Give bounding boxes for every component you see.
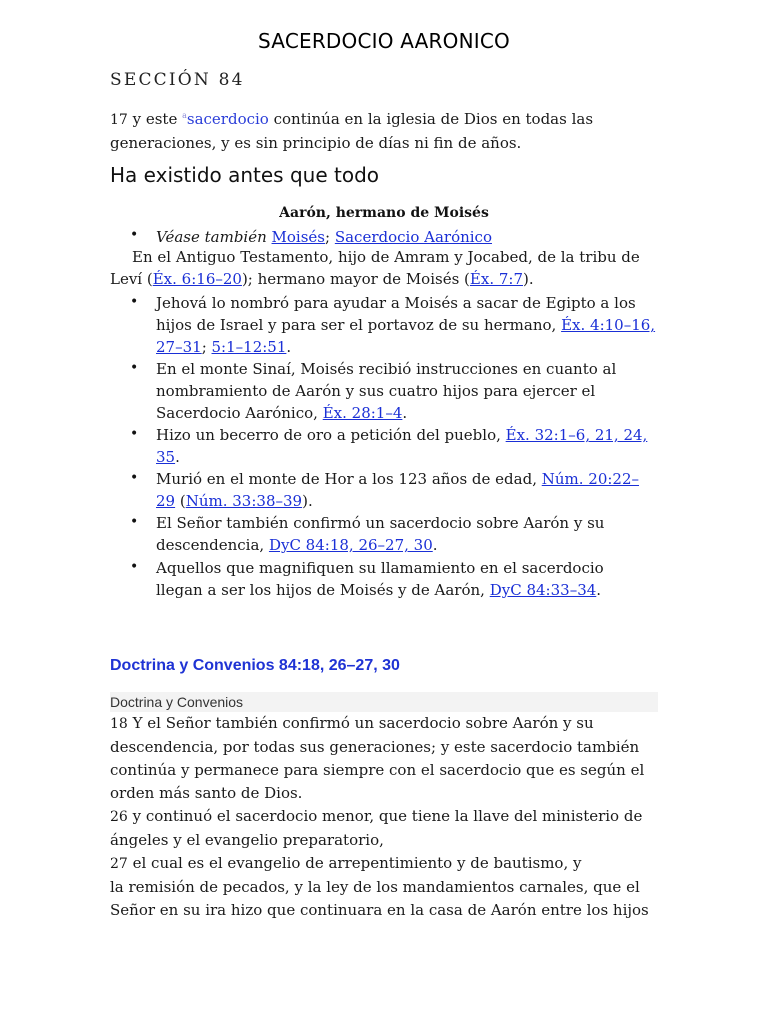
verse-line	[110, 782, 670, 805]
verse-text: descendencia, por todas sus generaciones; y este sacerdocio también	[110, 738, 640, 756]
dyc-source-label: Doctrina y Convenios	[110, 692, 658, 712]
list-item-text	[156, 468, 666, 512]
separator: ;	[201, 338, 212, 356]
ref-ex-28-1[interactable]: Éx. 28:1–4	[322, 404, 403, 422]
line: llegan a ser los hijos de Moisés y de Aarón,	[156, 581, 490, 599]
line: Murió en el monte de Hor a los 123 años de edad,	[156, 470, 542, 488]
intro-verse	[110, 104, 670, 155]
ref-ex-32-1[interactable]: Éx. 32:1–6, 21, 24,	[505, 426, 648, 444]
verse-text: y este	[127, 110, 183, 128]
line: El Señor también confirmó un sacerdocio sobre Aarón y su	[156, 514, 605, 532]
moises-link[interactable]: Moisés	[271, 228, 325, 246]
verse-text-line2: generaciones, y es sin principio de días ni fin de años.	[110, 134, 522, 152]
punct: (	[175, 492, 186, 510]
verse-number: 17	[110, 112, 128, 128]
dyc-verses	[110, 712, 670, 922]
ref-ex-4-10[interactable]: Éx. 4:10–16,	[561, 316, 656, 334]
punct: .	[175, 448, 180, 466]
verse-line	[110, 736, 670, 759]
verse-line	[110, 759, 670, 782]
line: hijos de Israel y para ser el portavoz de su hermano,	[156, 316, 562, 334]
list-item-text	[156, 424, 666, 468]
verse-text: continúa y permanece para siempre con el sacerdocio que es según el	[110, 761, 645, 779]
verse-text: Y el Señor también confirmó un sacerdocio sobre Aarón y su	[127, 714, 594, 732]
line: Jehová lo nombró para ayudar a Moisés a sacar de Egipto a los	[156, 294, 636, 312]
see-also-label: Véase también	[156, 228, 267, 246]
subheading: Ha existido antes que todo	[110, 163, 380, 187]
punct: ).	[302, 492, 313, 510]
verse-text: orden más santo de Dios.	[110, 784, 303, 802]
verse-number: 27	[110, 856, 128, 872]
verse-text: ángeles y el evangelio preparatorio,	[110, 831, 384, 849]
page-title: SACERDOCIO AARONICO	[258, 29, 510, 53]
verse-line	[110, 805, 670, 829]
line: Aquellos que magnifiquen su llamamiento en el sacerdocio	[156, 559, 604, 577]
sacerdocio-aaronico-link[interactable]: Sacerdocio Aarónico	[334, 228, 492, 246]
dyc-heading[interactable]: Doctrina y Convenios 84:18, 26–27, 30	[110, 657, 400, 674]
see-also-text	[156, 226, 666, 248]
verse-line	[110, 712, 670, 736]
ref-35[interactable]: 35	[156, 448, 176, 466]
punct: .	[596, 581, 602, 599]
verse-number: 18	[110, 716, 128, 732]
ref-27-31[interactable]: 27–31	[156, 338, 202, 356]
verse-number: 26	[110, 809, 128, 825]
bullet-icon: •	[130, 294, 139, 310]
footnote-marker[interactable]: a	[182, 111, 187, 120]
bullet-icon: •	[130, 559, 139, 575]
punct: .	[432, 536, 438, 554]
ref-ex-7-7[interactable]: Éx. 7:7	[469, 270, 523, 288]
entry-intro	[110, 246, 670, 290]
ref-dyc-84-18[interactable]: DyC 84:18, 26–27, 30	[268, 536, 433, 554]
ref-5-1[interactable]: 5:1–12:51	[211, 338, 287, 356]
list-item-text	[156, 358, 666, 424]
ref-ex-6-16[interactable]: Éx. 6:16–20	[152, 270, 242, 288]
verse-text: la remisión de pecados, y la ley de los mandamientos carnales, que el	[110, 878, 640, 896]
list-item-text	[156, 292, 666, 358]
punct: .	[402, 404, 408, 422]
bullet-icon: •	[130, 470, 139, 486]
verse-text: Señor en su ira hizo que continuara en la casa de Aarón entre los hijos	[110, 901, 649, 919]
list-item-text	[156, 557, 666, 601]
entry-title: Aarón, hermano de Moisés	[279, 205, 489, 221]
verse-line	[110, 829, 670, 852]
verse-text-rest: continúa en la iglesia de Dios en todas las	[268, 110, 594, 128]
punct: .	[286, 338, 292, 356]
ref-29[interactable]: 29	[156, 492, 176, 510]
entry-intro-text: Leví (	[110, 270, 153, 288]
sacerdocio-link[interactable]: sacerdocio	[186, 110, 269, 128]
entry-intro-text: ).	[523, 270, 534, 288]
ref-dyc-84-33[interactable]: DyC 84:33–34	[489, 581, 597, 599]
list-item-text	[156, 512, 666, 556]
verse-text: el cual es el evangelio de arrepentimiento y de bautismo, y	[127, 854, 582, 872]
entry-intro-line1: En el Antiguo Testamento, hijo de Amram y Jocabed, de la tribu de	[132, 248, 640, 266]
verse-line	[110, 852, 670, 876]
bullet-icon: •	[130, 360, 139, 376]
bullet-icon: •	[130, 227, 139, 243]
line: En el monte Sinaí, Moisés recibió instrucciones en cuanto al	[156, 360, 617, 378]
line: nombramiento de Aarón y sus cuatro hijos para ejercer el	[156, 382, 596, 400]
line: descendencia,	[156, 536, 269, 554]
verse-line	[110, 876, 670, 899]
separator: ;	[325, 228, 335, 246]
entry-intro-text: ); hermano mayor de Moisés (	[241, 270, 470, 288]
bullet-icon: •	[130, 514, 139, 530]
line: Sacerdocio Aarónico,	[156, 404, 323, 422]
verse-text: y continuó el sacerdocio menor, que tiene la llave del ministerio de	[127, 807, 643, 825]
ref-num-33-38[interactable]: Núm. 33:38–39	[185, 492, 303, 510]
bullet-icon: •	[130, 426, 139, 442]
section-heading: SECCIÓN 84	[110, 70, 245, 90]
verse-line	[110, 899, 670, 922]
line: Hizo un becerro de oro a petición del pueblo,	[156, 426, 506, 444]
ref-num-20-22[interactable]: Núm. 20:22–	[541, 470, 640, 488]
